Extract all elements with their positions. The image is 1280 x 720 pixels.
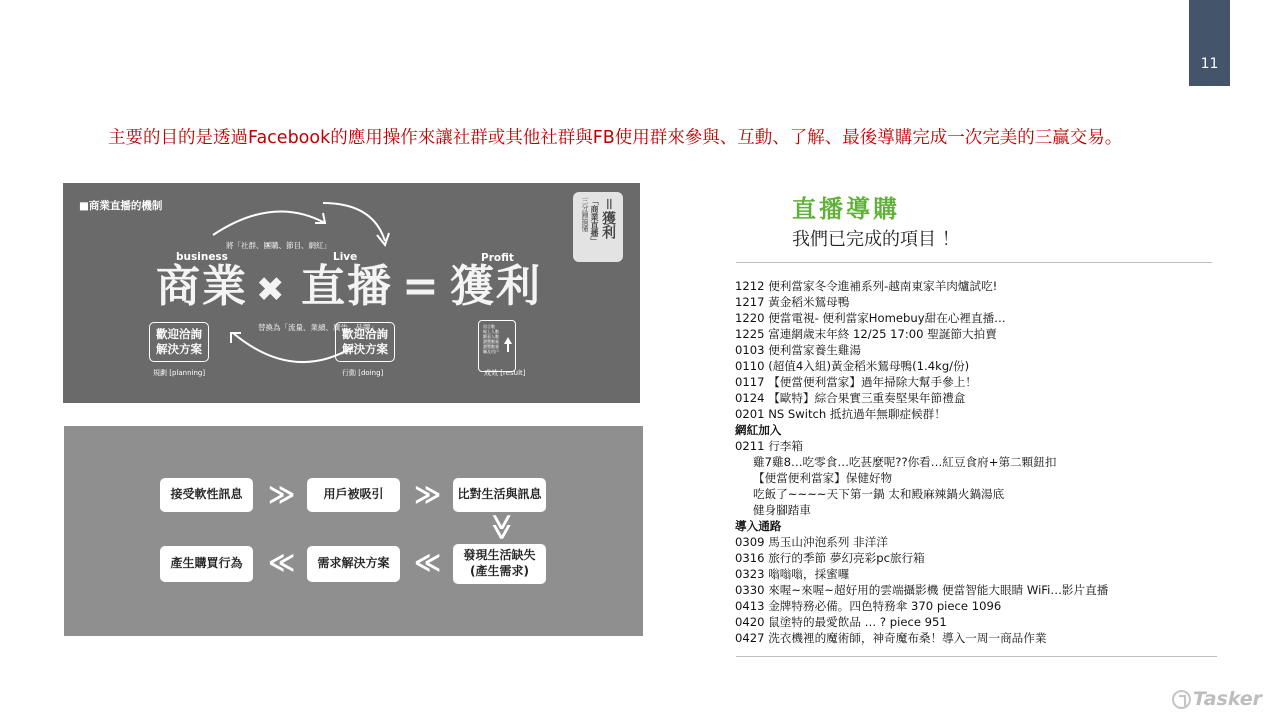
divider-bottom	[736, 656, 1217, 657]
flow-step-4: 發現生活缺失 (產生需求)	[453, 544, 546, 584]
arrow-up-icon	[504, 337, 512, 344]
result-item: 瀏覽數量	[483, 339, 499, 344]
flow-panel	[64, 426, 643, 636]
top-arrow-text: 將「社群、團購、節目、網紅」	[226, 241, 331, 250]
badge-sub2: 三分鐘搞懂	[581, 197, 589, 232]
list-item: 0309 馬玉山沖泡系列 非洋洋	[735, 535, 888, 549]
list-item: 0124 【歐特】綜合果實三重奏堅果年節禮盒	[735, 391, 966, 405]
big-text-commerce: 商業	[156, 261, 248, 312]
tasker-logo	[1172, 688, 1262, 710]
page-number-badge	[1189, 0, 1230, 86]
list-item: 0330 來喔~來喔~超好用的雲端攝影機 便當智能大眼睛 WiFi…影片直播	[735, 583, 1109, 597]
list-item: 0420 鼠塗特的最愛飲品 … ? piece 951	[735, 615, 947, 629]
flow-step-3: 比對生活與訊息	[453, 478, 546, 512]
divider-top	[736, 262, 1212, 263]
list-item: 1220 便當電視- 便利當家Homebuy甜在心裡直播…	[735, 311, 1006, 325]
equals-icon: =	[402, 261, 441, 312]
section-title: 直播導購	[792, 195, 900, 223]
double-chevron-left-icon: ≪	[414, 548, 442, 578]
list-item: 【便當便利當家】保健好物	[753, 471, 893, 485]
list-item: 吃飯了~~~~天下第一鍋 太和殿麻辣鍋火鍋湯底	[753, 487, 1005, 501]
word-profit: Profit	[481, 252, 514, 264]
list-item: 1212 便利當家冬令進補系列-越南東家羊肉爐試吃!	[735, 279, 998, 293]
result-item: 線上人數	[483, 329, 499, 334]
list-item: 健身腳踏車	[753, 503, 811, 517]
list-item: 0211 行李箱	[735, 439, 803, 453]
mechanism-panel	[63, 183, 640, 403]
list-item: 0316 旅行的季節 夢幻亮彩pc旅行箱	[735, 551, 925, 565]
logo-text: Tasker	[1193, 688, 1263, 710]
consult-box-mid: 歡迎洽詢 解決方案	[335, 322, 395, 362]
word-live: Live	[333, 251, 358, 263]
result-list	[483, 324, 499, 354]
project-list	[735, 278, 1235, 646]
word-business: business	[176, 251, 228, 263]
times-icon: ✖	[256, 270, 287, 310]
list-item: 0413 金牌特務必備。四色特務傘 370 piece 1096	[735, 599, 1002, 613]
mechanism-label: ■商業直播的機制	[79, 200, 163, 212]
bottom-arrow-text: 替換為「流量、業績、廣告、品牌」	[258, 323, 378, 332]
flow-step-6: 產生購買行為	[160, 546, 253, 582]
tasker-logo-icon	[1172, 690, 1191, 709]
section-subtitle: 我們已完成的項目 ！	[792, 229, 960, 250]
caption-planning: 規劃 [planning]	[153, 369, 206, 377]
list-item: 0103 便利當家養生雞湯	[735, 343, 861, 357]
double-chevron-left-icon: ≪	[268, 548, 296, 578]
double-chevron-right-icon: ≫	[414, 480, 442, 510]
arrow-up-stem	[507, 344, 509, 352]
list-section-heading: 網紅加入	[735, 423, 782, 437]
result-item: 觀看人數	[483, 334, 499, 339]
list-item: 0323 嗡嗡嗡，採蜜囉	[735, 567, 850, 581]
flow-step-1: 接受軟性訊息	[160, 478, 253, 512]
big-text-live: 直播	[301, 261, 393, 312]
badge-sub1: 「商業直播」	[590, 197, 599, 245]
list-item: 0117 【便當便利當家】過年掃除大幫手參上！	[735, 375, 977, 389]
badge-main: ＝獲利	[600, 197, 616, 239]
result-item: 觸及用戶	[483, 349, 499, 354]
page-number: 11	[1200, 56, 1219, 72]
flow-step-2: 用戶被吸引	[307, 478, 400, 512]
list-item: 1225 富連網歲末年終 12/25 17:00 聖誕節大拍賣	[735, 327, 997, 341]
caption-result: 成效 [result]	[484, 369, 526, 377]
profit-badge	[573, 192, 623, 262]
flow-step-5: 需求解決方案	[307, 546, 400, 582]
double-chevron-right-icon: ≫	[268, 480, 296, 510]
list-item: 0427 洗衣機裡的魔術師，神奇魔布桑！導入一周一商品作業	[735, 631, 1047, 645]
list-item: 雞7雞8…吃零食…吃甚麼呢??你看…紅豆食府+第二顆鈕扣	[753, 455, 1057, 469]
list-item: 0201 NS Switch 抵抗過年無聊症候群！	[735, 407, 946, 421]
result-card	[478, 320, 516, 372]
double-chevron-down-icon: ≫	[486, 513, 517, 541]
headline: 主要的目的是透過Facebook的應用操作來讓社群或其他社群與FB使用群來參與、互動、了解、最後導購完成一次完美的三贏交易。	[108, 128, 1123, 148]
consult-box-left: 歡迎洽詢 解決方案	[149, 322, 209, 362]
big-text-profit: 獲利	[450, 261, 542, 312]
result-item: 瀏覽數量	[483, 344, 499, 349]
caption-doing: 行動 [doing]	[342, 369, 384, 377]
list-item: 0110 (超值4入組)黃金稻米鵟母鴨(1.4kg/份)	[735, 359, 970, 373]
result-item: 留言數	[483, 324, 495, 329]
list-item: 1217 黃金稻米鵟母鴨	[735, 295, 850, 309]
list-section-heading: 導入通路	[735, 519, 782, 533]
